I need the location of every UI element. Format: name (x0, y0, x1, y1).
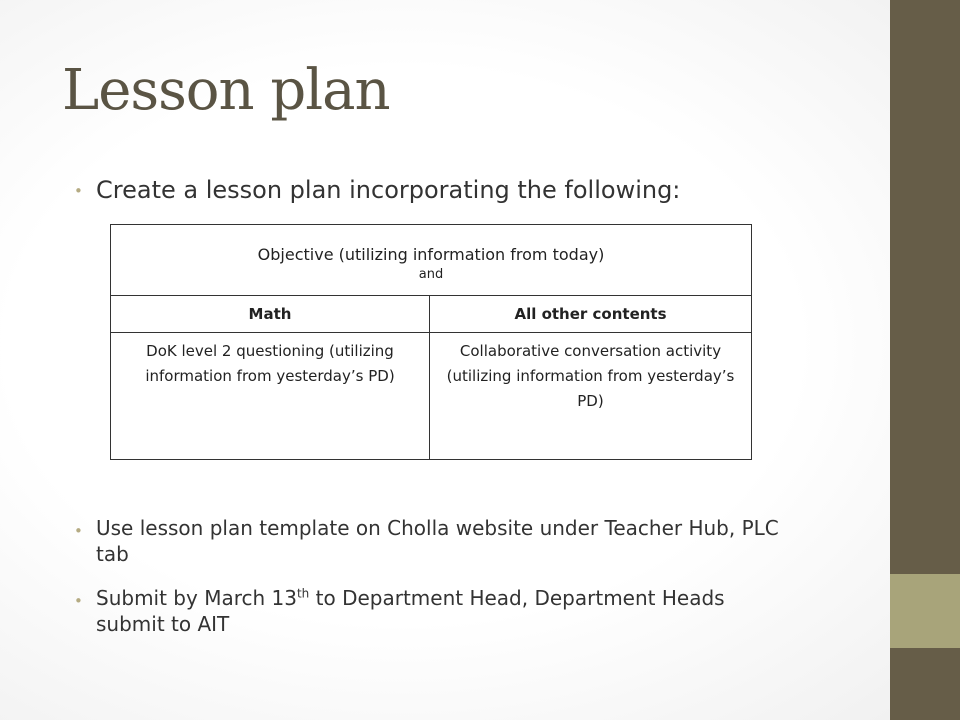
bullet-submit-text-end: to Department Head, Department Heads submit to AIT (96, 586, 725, 636)
table-row-objective (111, 225, 752, 296)
ordinal-suffix: th (296, 586, 310, 601)
bullet-template-text: Use lesson plan template on Cholla website under Teacher Hub, PLC tab (96, 516, 779, 566)
lesson-plan-table (110, 224, 752, 460)
header-math: Math (111, 296, 430, 333)
sidebar-accent-bottom (890, 648, 960, 720)
bullet-intro (74, 176, 681, 204)
bullet-submit (74, 585, 796, 637)
bullet-template (74, 515, 796, 567)
bullet-dot-icon: • (74, 182, 83, 200)
slide-title: Lesson plan (62, 58, 390, 123)
bullet-submit-text-start: Submit by March 13 (96, 586, 297, 610)
objective-cell (111, 225, 752, 296)
table-row-body (111, 333, 752, 460)
table-row-headers (111, 296, 752, 333)
cell-math: DoK level 2 questioning (utilizing information from yesterday’s PD) (111, 333, 430, 460)
sidebar-accent-middle (890, 574, 960, 648)
bullet-dot-icon: • (74, 592, 83, 610)
bullet-intro-text: Create a lesson plan incorporating the following: (96, 176, 681, 204)
objective-text: Objective (utilizing information from today) (257, 244, 605, 264)
header-other-contents: All other contents (430, 296, 752, 333)
bullet-dot-icon: • (74, 522, 83, 540)
objective-and-text: and (418, 266, 444, 282)
sidebar-accent-top (890, 0, 960, 574)
cell-other-contents: Collaborative conversation activity (utilizing information from yesterday’s PD) (430, 333, 752, 460)
